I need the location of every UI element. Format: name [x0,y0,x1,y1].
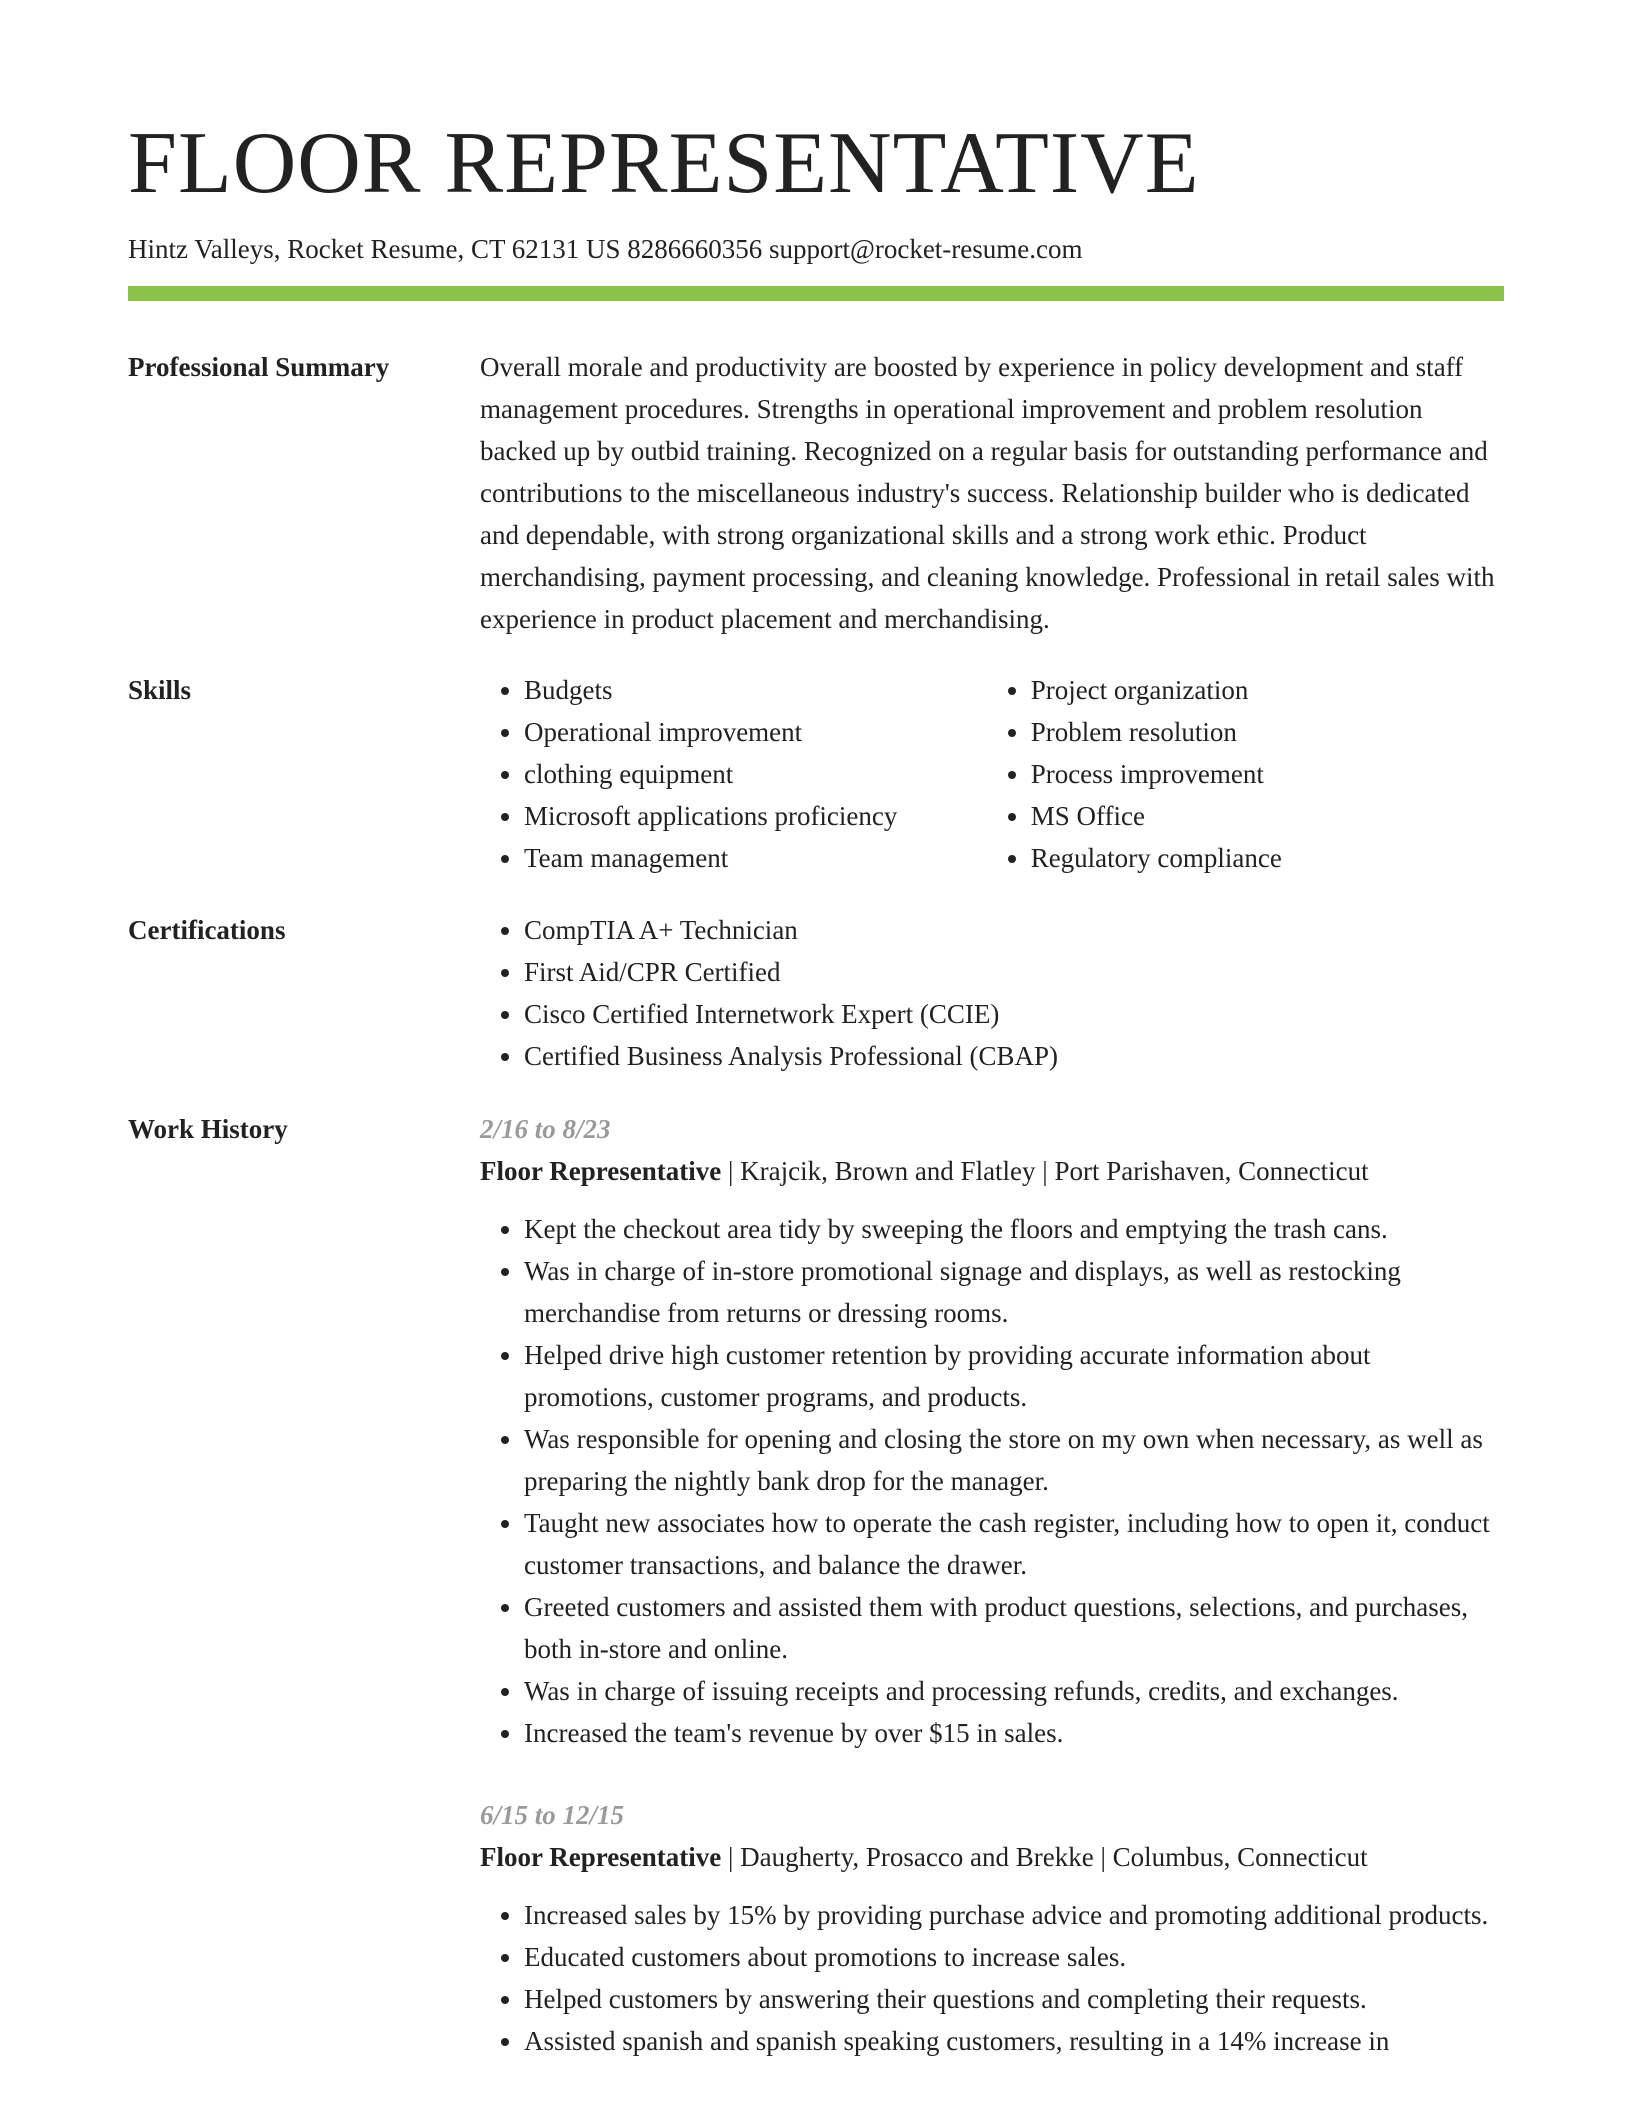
job-bullet: • Helped customers by answering their questions and completing their requests. [524,1978,1504,2020]
job-bullet: • Taught new associates how to operate the cash register, including how to open it, conduct customer transactions, and balance the drawer. [524,1502,1504,1586]
skill-item: • Team management [524,837,943,879]
job-bullet: • Educated customers about promotions to increase sales. [524,1936,1504,1978]
job-bullet: • Helped drive high customer retention by providing accurate information about promotions, customer programs, and products. [524,1334,1504,1418]
resume-name: FLOOR REPRESENTATIVE [128,115,1200,212]
skill-item: • Problem resolution [1031,711,1504,753]
skills-list-right [987,669,1504,879]
job-bullet: • Greeted customers and assisted them with product questions, selections, and purchases, both in-store and online. [524,1586,1504,1670]
certification-item: • Certified Business Analysis Professional (CBAP) [524,1035,1504,1077]
job-title-line [480,1150,1504,1192]
certification-item: • CompTIA A+ Technician [524,909,1504,951]
skill-item: • MS Office [1031,795,1504,837]
summary-content [480,346,1504,640]
skill-item: • Process improvement [1031,753,1504,795]
job-entry [480,1108,1504,1754]
section-label-certifications: Certifications [128,915,286,945]
job-bullet: • Was in charge of in-store promotional signage and displays, as well as restocking merchandise from returns or dressing rooms. [524,1250,1504,1334]
job-entry [480,1794,1504,2062]
certification-item: • First Aid/CPR Certified [524,951,1504,993]
accent-divider [128,286,1504,301]
contact-line: Hintz Valleys, Rocket Resume, CT 62131 US 8286660356 support@rocket-resume.com [128,234,1083,264]
certifications-content [480,909,1504,1077]
job-title: Floor Representative [480,1156,722,1186]
job-bullets [480,1894,1504,2062]
job-bullet: • Assisted spanish and spanish speaking customers, resulting in a 14% increase in [524,2020,1504,2062]
job-bullet: • Was responsible for opening and closing the store on my own when necessary, as well as preparing the nightly bank drop for the manager. [524,1418,1504,1502]
certifications-list [480,909,1504,1077]
job-title-line [480,1836,1504,1878]
job-bullets [480,1208,1504,1754]
job-bullet: • Kept the checkout area tidy by sweeping the floors and emptying the trash cans. [524,1208,1504,1250]
job-details: | Krajcik, Brown and Flatley | Port Parishaven, Connecticut [721,1156,1369,1186]
certification-item: • Cisco Certified Internetwork Expert (CCIE) [524,993,1504,1035]
skills-content [480,669,1504,879]
section-label-work-history: Work History [128,1114,288,1144]
section-label-summary: Professional Summary [128,352,390,382]
job-dates: 6/15 to 12/15 [480,1800,625,1830]
job-title: Floor Representative [480,1842,722,1872]
job-bullet: • Was in charge of issuing receipts and processing refunds, credits, and exchanges. [524,1670,1504,1712]
skill-item: • Budgets [524,669,943,711]
job-dates: 2/16 to 8/23 [480,1114,611,1144]
work-history-content [480,1108,1504,2062]
job-details: | Daugherty, Prosacco and Brekke | Columbus, Connecticut [721,1842,1368,1872]
skill-item: • Microsoft applications proficiency [524,795,943,837]
skill-item: • Regulatory compliance [1031,837,1504,879]
skill-item: • clothing equipment [524,753,943,795]
skills-list-left [480,669,943,879]
skill-item: • Project organization [1031,669,1504,711]
job-bullet: • Increased the team's revenue by over $15 in sales. [524,1712,1504,1754]
summary-text: Overall morale and productivity are boosted by experience in policy development and staff management procedures. Strengths in operational improvement and problem resolution backed up by outbid training. Recognized on a regular basis for outstanding performance and contributions to the miscellaneous industry's success. Relationship builder who is dedicated and dependable, with strong organizational skills and a strong work ethic. Product merchandising, payment processing, and cleaning knowledge. Professional in retail sales with experience in product placement and merchandising. [480,352,1495,634]
section-label-skills: Skills [128,675,192,705]
job-bullet: • Increased sales by 15% by providing purchase advice and promoting additional products. [524,1894,1504,1936]
skill-item: • Operational improvement [524,711,943,753]
